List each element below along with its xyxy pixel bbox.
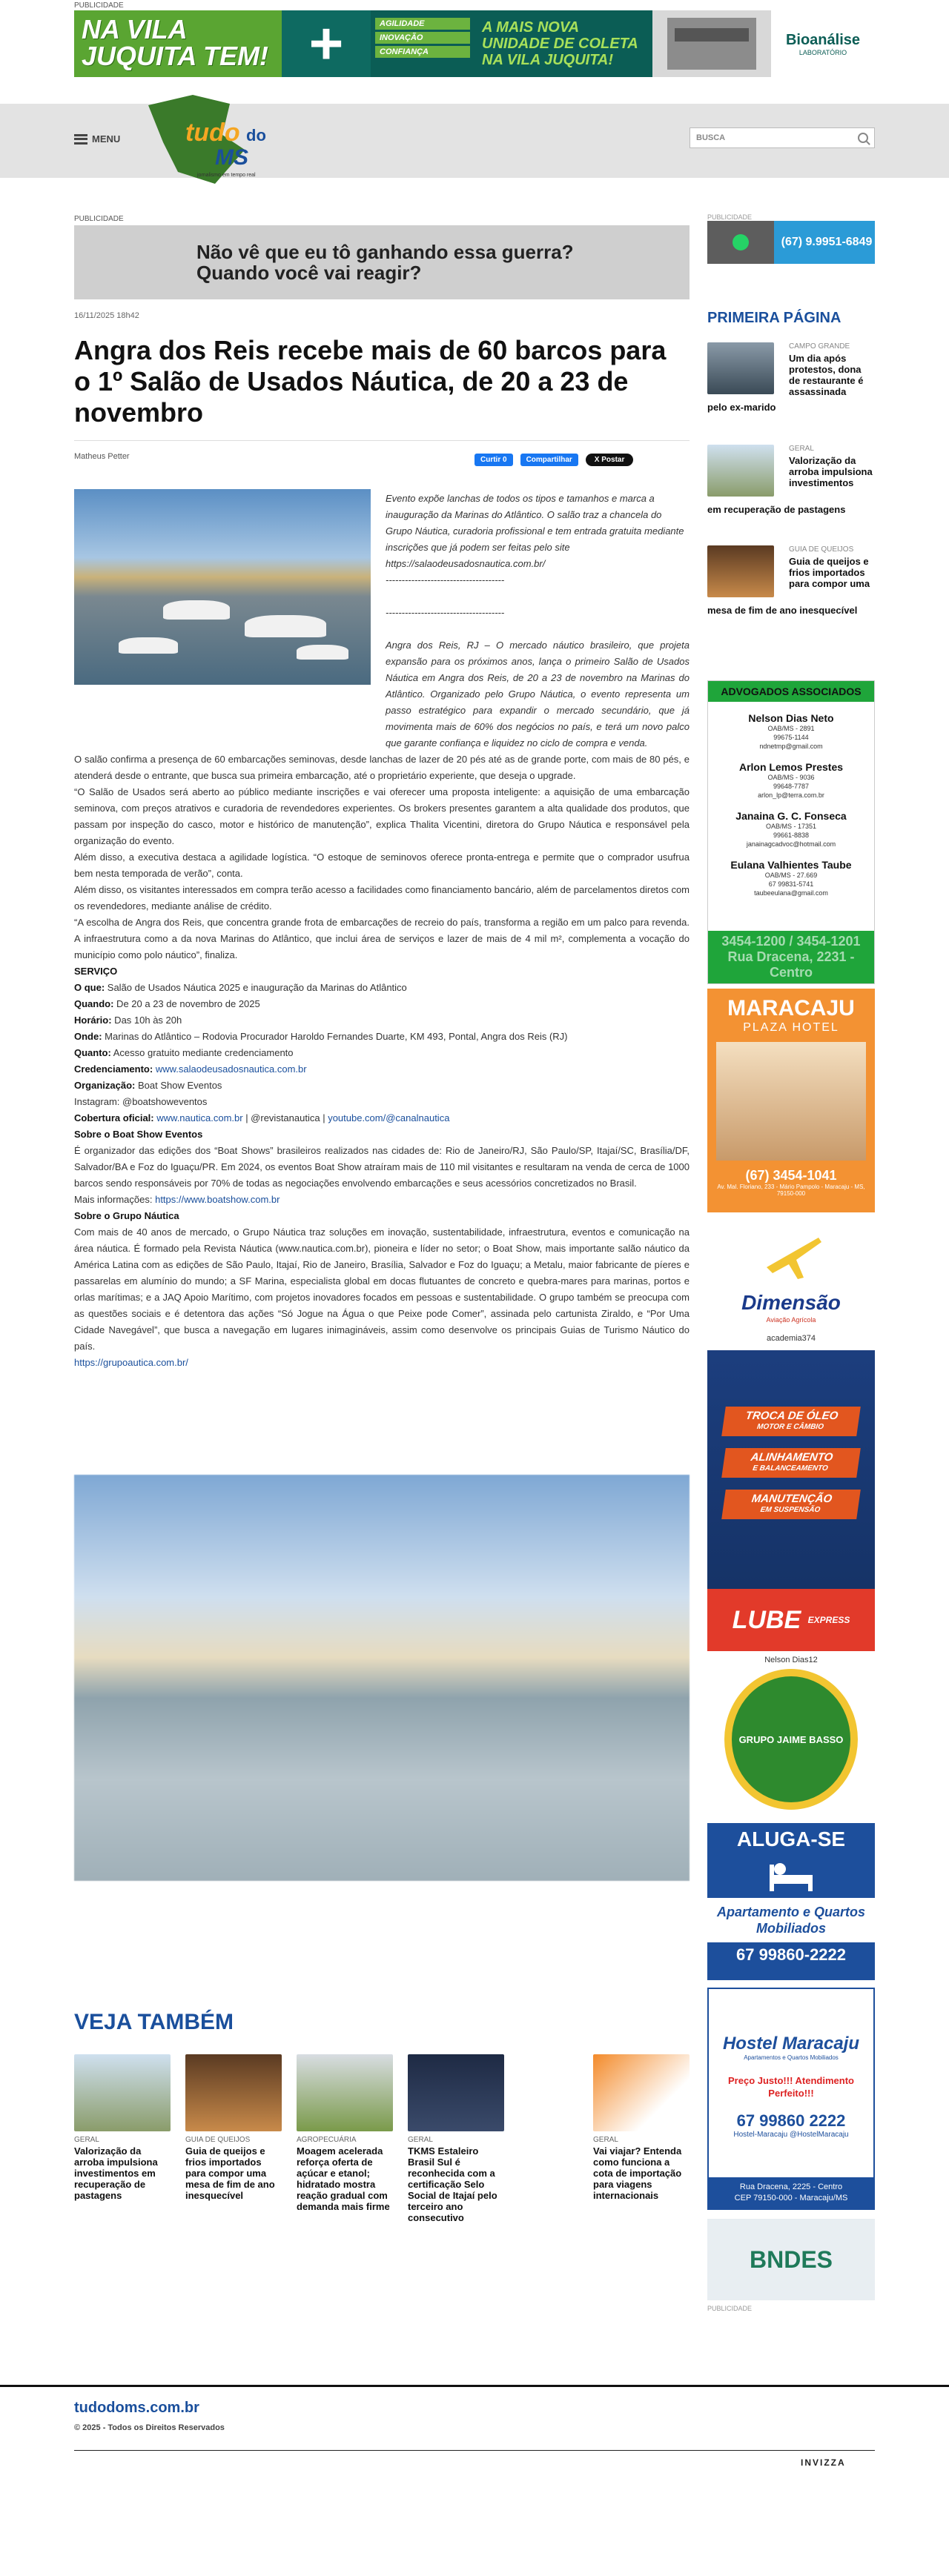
card-category: GUIA DE QUEIJOS	[185, 2136, 251, 2144]
whatsapp-icon	[707, 221, 774, 264]
ad-tag: CONFIANÇA	[375, 46, 470, 58]
top-ad-banner[interactable]	[74, 10, 875, 77]
ad-text: A MAIS NOVA UNIDADE DE COLETA NA VILA JUQUITA!	[474, 10, 652, 77]
facebook-share-button[interactable]: Compartilhar	[520, 454, 578, 466]
value: Marinas do Atlântico – Rodovia Procurador Haroldo Fernandes Duarte, KM 493, Pontal, Angra dos Reis (RJ)	[102, 1031, 568, 1042]
section-heading: Sobre o Boat Show Eventos	[74, 1129, 203, 1140]
developer-logo[interactable]: INVIZZA	[801, 2457, 846, 2468]
search-icon[interactable]	[858, 133, 868, 143]
svg-text:MS: MS	[215, 145, 248, 170]
footer-divider	[0, 2385, 949, 2387]
hamburger-icon	[74, 134, 87, 145]
card-category: AGROPECUÁRIA	[297, 2136, 357, 2144]
ad-label: PUBLICIDADE	[707, 2305, 753, 2312]
card-category: GERAL	[593, 2136, 618, 2144]
paragraph: “A escolha de Angra dos Reis, que concentra grande frota de embarcações de recreio do país, transforma a região em um palco para revenda. A infraestrutura como a da nova Marinas do Atlântico, que inclui área de serviços e lazer de mais de 4 mil m², complementa a vocação do município como polo náutico”, finaliza.	[74, 917, 690, 960]
facebook-like-button[interactable]: Curtir 0	[474, 454, 513, 466]
service-pill: TROCA DE ÓLEO MOTOR E CÂMBIO	[721, 1407, 861, 1436]
aviation-sub: Aviação Agrícola	[766, 1316, 816, 1324]
aviation-ad[interactable]	[707, 1230, 875, 1327]
lawyer-email: taubeeulana@gmail.com	[754, 889, 828, 897]
card-title[interactable]: TKMS Estaleiro Brasil Sul é reconhecida com a certificação Selo Social de Itajaí pelo terceiro ano consecutivo	[408, 2145, 497, 2223]
lawyers-phone: 3454-1200 / 3454-1201	[721, 934, 861, 949]
card-title[interactable]: Valorização da arroba impulsiona investimentos em recuperação de pastagens	[74, 2145, 158, 2201]
link[interactable]: https://grupoautica.com.br/	[74, 1357, 188, 1368]
rent-title: ALUGA-SE	[736, 1828, 846, 1850]
item-title[interactable]: Um dia após protestos, dona de restaurante é assassinada	[789, 353, 864, 397]
lawyer-phone: 99675-1144	[773, 734, 809, 741]
brand-sub: LABORATÓRIO	[798, 48, 847, 56]
ad-caption: academia374	[766, 1334, 816, 1343]
hotel-address: Av. Mal. Floriano, 233 - Mário Pampolo - Maracaju - MS, 79150-000	[717, 1184, 865, 1197]
hotel-ad[interactable]	[707, 989, 875, 1212]
lawyer-oab: OAB/MS - 27.669	[764, 872, 818, 879]
x-post-button[interactable]: X Postar	[586, 454, 634, 466]
lawyer	[708, 859, 874, 897]
service-pill: ALINHAMENTO E BALANCEAMENTO	[721, 1448, 861, 1478]
paragraph: Com mais de 40 anos de mercado, o Grupo Náutica traz soluções em inovação, sustentabilidade, infraestrutura, eventos e comunicação na área náutica. É formado pela Revista Náutica (www.nautica.com.br), pioneira e líder no setor; o Boat Show, mais importante salão náutico da América Latina com as edições de São Paulo, Itajaí, Rio de Janeiro, Brasília, Salvador e Foz do Iguaçu; a Metalu, maior fabricante de píeres e passarelas em alumínio do mundo; a SF Marina, especialista global em docas flutuantes de concreto e quebra-mares para marinas, portos e orlas marítimas; e a JAQ Apoio Marítimo, com projetos inovadores focados em pessoas e sustentabilidade. O grupo também se preocupa com as questões sociais e é detentora das ações “Só Jogue na Água o que Peixe pode Comer”, assinada pelo cartunista Ziraldo, e “Por Uma Cidade Navegável”, que busca a navegação em lugares inimagináveis, assim como desenvolve os principais Guias de Turismo Náutico do país.	[74, 1226, 690, 1352]
value: Das 10h às 20h	[111, 1015, 182, 1026]
item-title-tail[interactable]: em recuperação de pastagens	[707, 504, 846, 515]
label: Credenciamento:	[74, 1063, 153, 1075]
lawyer-oab: OAB/MS - 17351	[765, 823, 817, 830]
whatsapp-ad[interactable]	[707, 221, 875, 264]
link[interactable]: youtube.com/@canalnautica	[328, 1112, 450, 1123]
see-also-card[interactable]	[74, 2054, 171, 2201]
label: Mais informações:	[74, 1194, 156, 1205]
card-title[interactable]: Moagem acelerada reforça oferta de açúcar e etanol; hidratado mostra reação gradual com demanda mais firme	[297, 2145, 390, 2212]
ad-tag: INOVAÇÃO	[375, 32, 470, 44]
item-title[interactable]: Guia de queijos e frios importados para compor uma	[789, 556, 870, 589]
item-title[interactable]: Valorização da arroba impulsiona investimentos	[789, 455, 873, 488]
section-heading: Sobre o Grupo Náutica	[74, 1210, 179, 1221]
bndes-logo: BNDES	[749, 2245, 833, 2273]
value: De 20 a 23 de novembro de 2025	[113, 998, 260, 1009]
lawyer-name: Nelson Dias Neto	[748, 712, 834, 724]
jaime-basso-ad[interactable]	[707, 1669, 875, 1816]
article-body	[74, 637, 690, 1371]
value: Boat Show Eventos	[135, 1080, 222, 1091]
whatsapp-number: (67) 9.9951-6849	[781, 236, 873, 248]
card-category: GERAL	[408, 2136, 433, 2144]
bed-icon	[765, 1857, 817, 1894]
hostel-phone: 67 99860 2222	[736, 2111, 846, 2130]
item-category: GUIA DE QUEIJOS	[789, 545, 854, 554]
hostel-social: Hostel-Maracaju @HostelMaracaju	[733, 2131, 849, 2139]
lawyer-email: arlon_lp@terra.com.br	[758, 791, 824, 799]
aviation-name: Dimensão	[741, 1291, 841, 1314]
lawyer-phone: 99648-7787	[773, 783, 810, 790]
lawyer	[708, 712, 874, 751]
article-author: Matheus Petter	[74, 452, 130, 461]
hotel-phone: (67) 3454-1041	[745, 1168, 837, 1183]
lawyer-email: ndnetmp@gmail.com	[759, 743, 823, 750]
value: Salão de Usados Náutica 2025 e inauguração da Marinas do Atlântico	[105, 982, 407, 993]
divider	[74, 440, 690, 441]
separator: -------------------------------------	[386, 574, 505, 585]
label: Horário:	[74, 1015, 112, 1026]
value: | @revistanautica |	[242, 1112, 328, 1123]
lawyer-oab: OAB/MS - 2891	[767, 725, 815, 732]
link[interactable]: https://www.boatshow.com.br	[155, 1194, 280, 1205]
hostel-slogan: Preço Justo!!! Atendimento Perfeito!!!	[728, 2075, 854, 2099]
ad-tag: AGILIDADE	[375, 18, 470, 30]
footer-site[interactable]: tudodoms.com.br	[74, 2400, 199, 2416]
share-bar	[474, 454, 633, 466]
link[interactable]: www.nautica.com.br	[156, 1112, 243, 1123]
lawyer-name: Janaina G. C. Fonseca	[735, 810, 847, 822]
lawyers-ad-footer	[708, 931, 874, 983]
lawyers-address: Rua Dracena, 2231 - Centro	[727, 949, 855, 980]
menu-button[interactable]	[74, 133, 120, 145]
menu-label: MENU	[92, 133, 121, 145]
paragraph: Angra dos Reis, RJ – O mercado náutico brasileiro, que projeta expansão para os próximos anos, lança o primeiro Salão de Usados Náutica em Angra dos Reis, de 20 a 23 de novembro na Marinas do Atlântico. Organizado pelo Grupo Náutica, o evento representa um passo estratégico para expandir o mercado secundário, que já movimenta mais de 60% dos negócios no país, e terá um novo palco que garante confiança e liquidez no ciclo de compra e venda.	[386, 640, 690, 748]
hotel-room-image	[716, 1042, 866, 1161]
paragraph: “O Salão de Usados será aberto ao público mediante inscrições e vai oferecer uma proposta inteligente: a aquisição de uma embarcação seminova, com preços atrativos e curadoria de revendedores experientes. Os brokers presentes garantem a alta qualidade dos produtos, que passam por inspeção do casco, motor e histórico de manutenção”, explica Thalita Vicentini, diretora do Grupo Náutica e responsável pela organização do evento.	[74, 786, 690, 846]
svg-text:jornalismo em tempo real: jornalismo em tempo real	[197, 173, 256, 178]
card-category: GERAL	[74, 2136, 99, 2144]
see-also-card[interactable]	[408, 2054, 504, 2223]
ad-caption: Nelson Dias12	[764, 1656, 818, 1664]
lawyer	[708, 761, 874, 800]
article-lead	[386, 491, 690, 621]
article-date: 16/11/2025 18h42	[74, 311, 139, 320]
card-title[interactable]: Vai viajar? Entenda como funciona a cota de importação para viagens internacionais	[593, 2145, 682, 2201]
lawyers-ad[interactable]	[707, 680, 875, 984]
ad-headline: NA VILA JUQUITA TEM!	[74, 10, 282, 77]
article-title: Angra dos Reis recebe mais de 60 barcos para o 1º Salão de Usados Náutica, de 20 a 23 de novembro	[74, 335, 667, 428]
hotel-name: MARACAJU	[727, 996, 855, 1020]
search-input[interactable]: BUSCA	[696, 133, 726, 142]
service-pill: MANUTENÇÃO EM SUSPENSÃO	[721, 1490, 861, 1519]
lawyer-email: janainagcadvoc@hotmail.com	[746, 840, 836, 848]
lawyer-phone: 67 99831-5741	[768, 880, 814, 888]
see-also-card[interactable]	[593, 2054, 690, 2201]
lawyers-ad-title: ADVOGADOS ASSOCIADOS	[708, 681, 874, 702]
plus-icon: +	[282, 10, 371, 77]
item-category: GERAL	[789, 445, 814, 453]
hostel-ad[interactable]	[707, 1988, 875, 2210]
brand-name: Bioanálise	[785, 31, 861, 48]
label: Organização:	[74, 1080, 136, 1091]
label: Quanto:	[74, 1047, 111, 1058]
lube-logo: LUBE EXPRESS	[707, 1589, 875, 1651]
ad-label: PUBLICIDADE	[74, 215, 124, 223]
label: Quando:	[74, 998, 114, 1009]
article-photo-2	[74, 1475, 690, 1881]
front-page-item[interactable]	[707, 545, 875, 616]
value: Instagram: @boatshoweventos	[74, 1096, 208, 1107]
site-logo[interactable]	[133, 90, 282, 188]
lawyer-phone: 99661-8838	[773, 831, 810, 839]
paragraph: É organizador das edições dos “Boat Shows” brasileiros realizados nas cidades de: Rio de Janeiro/RJ, São Paulo/SP, Itajaí/SC, Brasília/DF, Salvador/BA e Foz do Iguaçu/PR. Em 2024, os eventos Boat Show atraíram mais de 110 mil visitantes e resultaram na venda de cerca de 1000 barcos sendo responsáveis por 70% de todas as negociações envolvendo embarcações e seus acessórios concretizados no Brasil.	[74, 1145, 690, 1189]
hostel-sub: Apartamentos e Quartos Mobiliados	[744, 2054, 839, 2061]
item-title-tail[interactable]: pelo ex-marido	[707, 402, 776, 413]
card-title[interactable]: Guia de queijos e frios importados para compor uma mesa de fim de ano inesquecível	[185, 2145, 275, 2201]
ad-building-image	[652, 10, 771, 77]
hotel-sub: PLAZA HOTEL	[743, 1021, 839, 1034]
rent-phone: 67 99860-2222	[735, 1945, 847, 1964]
mid-ad-banner[interactable]	[74, 225, 690, 299]
paragraph: Além disso, a executiva destaca a agilidade logística. “O estoque de seminovos oferece pronta-entrega e permite que o comprador usufrua bem nesta temporada de verão”, conta.	[74, 852, 690, 879]
link[interactable]: www.salaodeusadosnautica.com.br	[155, 1063, 307, 1075]
value: Acesso gratuito mediante credenciamento	[110, 1047, 294, 1058]
lead-text: Evento expõe lanchas de todos os tipos e tamanhos e marca a inauguração da Marinas do Atlântico. O salão traz a chancela do Grupo Náutica, curadoria profissional e tem entrada gratuita mediante inscrições que já podem ser feitas pelo site https://salaodeusadosnautica.com.br/	[386, 493, 684, 569]
item-title-tail[interactable]: mesa de fim de ano inesquecível	[707, 605, 858, 616]
hostel-name: Hostel Maracaju	[722, 2034, 860, 2054]
rent-text: Apartamento e Quartos Mobiliados	[707, 1898, 875, 1942]
lawyer-name: Eulana Valhientes Taube	[730, 859, 852, 871]
svg-text:do: do	[246, 126, 266, 145]
lawyer-oab: OAB/MS - 9036	[767, 774, 815, 781]
auto-service-ad[interactable]	[707, 1350, 875, 1651]
front-page-item[interactable]	[707, 445, 875, 515]
label: O que:	[74, 982, 105, 993]
bndes-ad[interactable]	[707, 2219, 875, 2300]
svg-text:tudo: tudo	[185, 119, 240, 147]
lawyer	[708, 810, 874, 849]
front-page-item[interactable]	[707, 342, 875, 413]
search-box[interactable]	[690, 127, 875, 148]
front-page-title: PRIMEIRA PÁGINA	[707, 310, 841, 326]
see-also-title: VEJA TAMBÉM	[74, 2010, 234, 2034]
airplane-icon	[759, 1230, 826, 1282]
jaime-basso-logo: GRUPO JAIME BASSO	[724, 1669, 858, 1810]
see-also-card[interactable]	[297, 2054, 393, 2212]
label: Onde:	[74, 1031, 102, 1042]
see-also-card[interactable]	[185, 2054, 282, 2201]
ad-brand	[771, 10, 875, 77]
separator: -------------------------------------	[386, 607, 505, 618]
ad-label: PUBLICIDADE	[707, 213, 753, 221]
footer-copyright: © 2025 - Todos os Direitos Reservados	[74, 2423, 225, 2432]
label: Cobertura oficial:	[74, 1112, 154, 1123]
hostel-address: Rua Dracena, 2225 - Centro CEP 79150-000 - Maracaju/MS	[709, 2177, 873, 2208]
ad-label: PUBLICIDADE	[74, 1, 124, 10]
rent-ad[interactable]	[707, 1823, 875, 1980]
section-heading: SERVIÇO	[74, 966, 118, 977]
ad-tags	[371, 10, 474, 77]
lawyer-name: Arlon Lemos Prestes	[738, 761, 844, 773]
paragraph: Além disso, os visitantes interessados em compra terão acesso a facilidades como financiamento bancário, além de parcelamentos diretos com os revendedores, mediante análise de crédito.	[74, 884, 690, 912]
paragraph: O salão confirma a presença de 60 embarcações seminovas, desde lanchas de lazer de 20 pés até as de grande porte, com mais de 80 pés, e atenderá desde o entrante, que busca sua primeira embarcação, até o proprietário experiente, que deseja o upgrade.	[74, 754, 690, 781]
mid-ad-text: Não vê que eu tô ganhando essa guerra? Quando você vai reagir?	[196, 241, 574, 284]
item-category: CAMPO GRANDE	[789, 342, 850, 351]
footer-rule	[74, 2450, 875, 2451]
